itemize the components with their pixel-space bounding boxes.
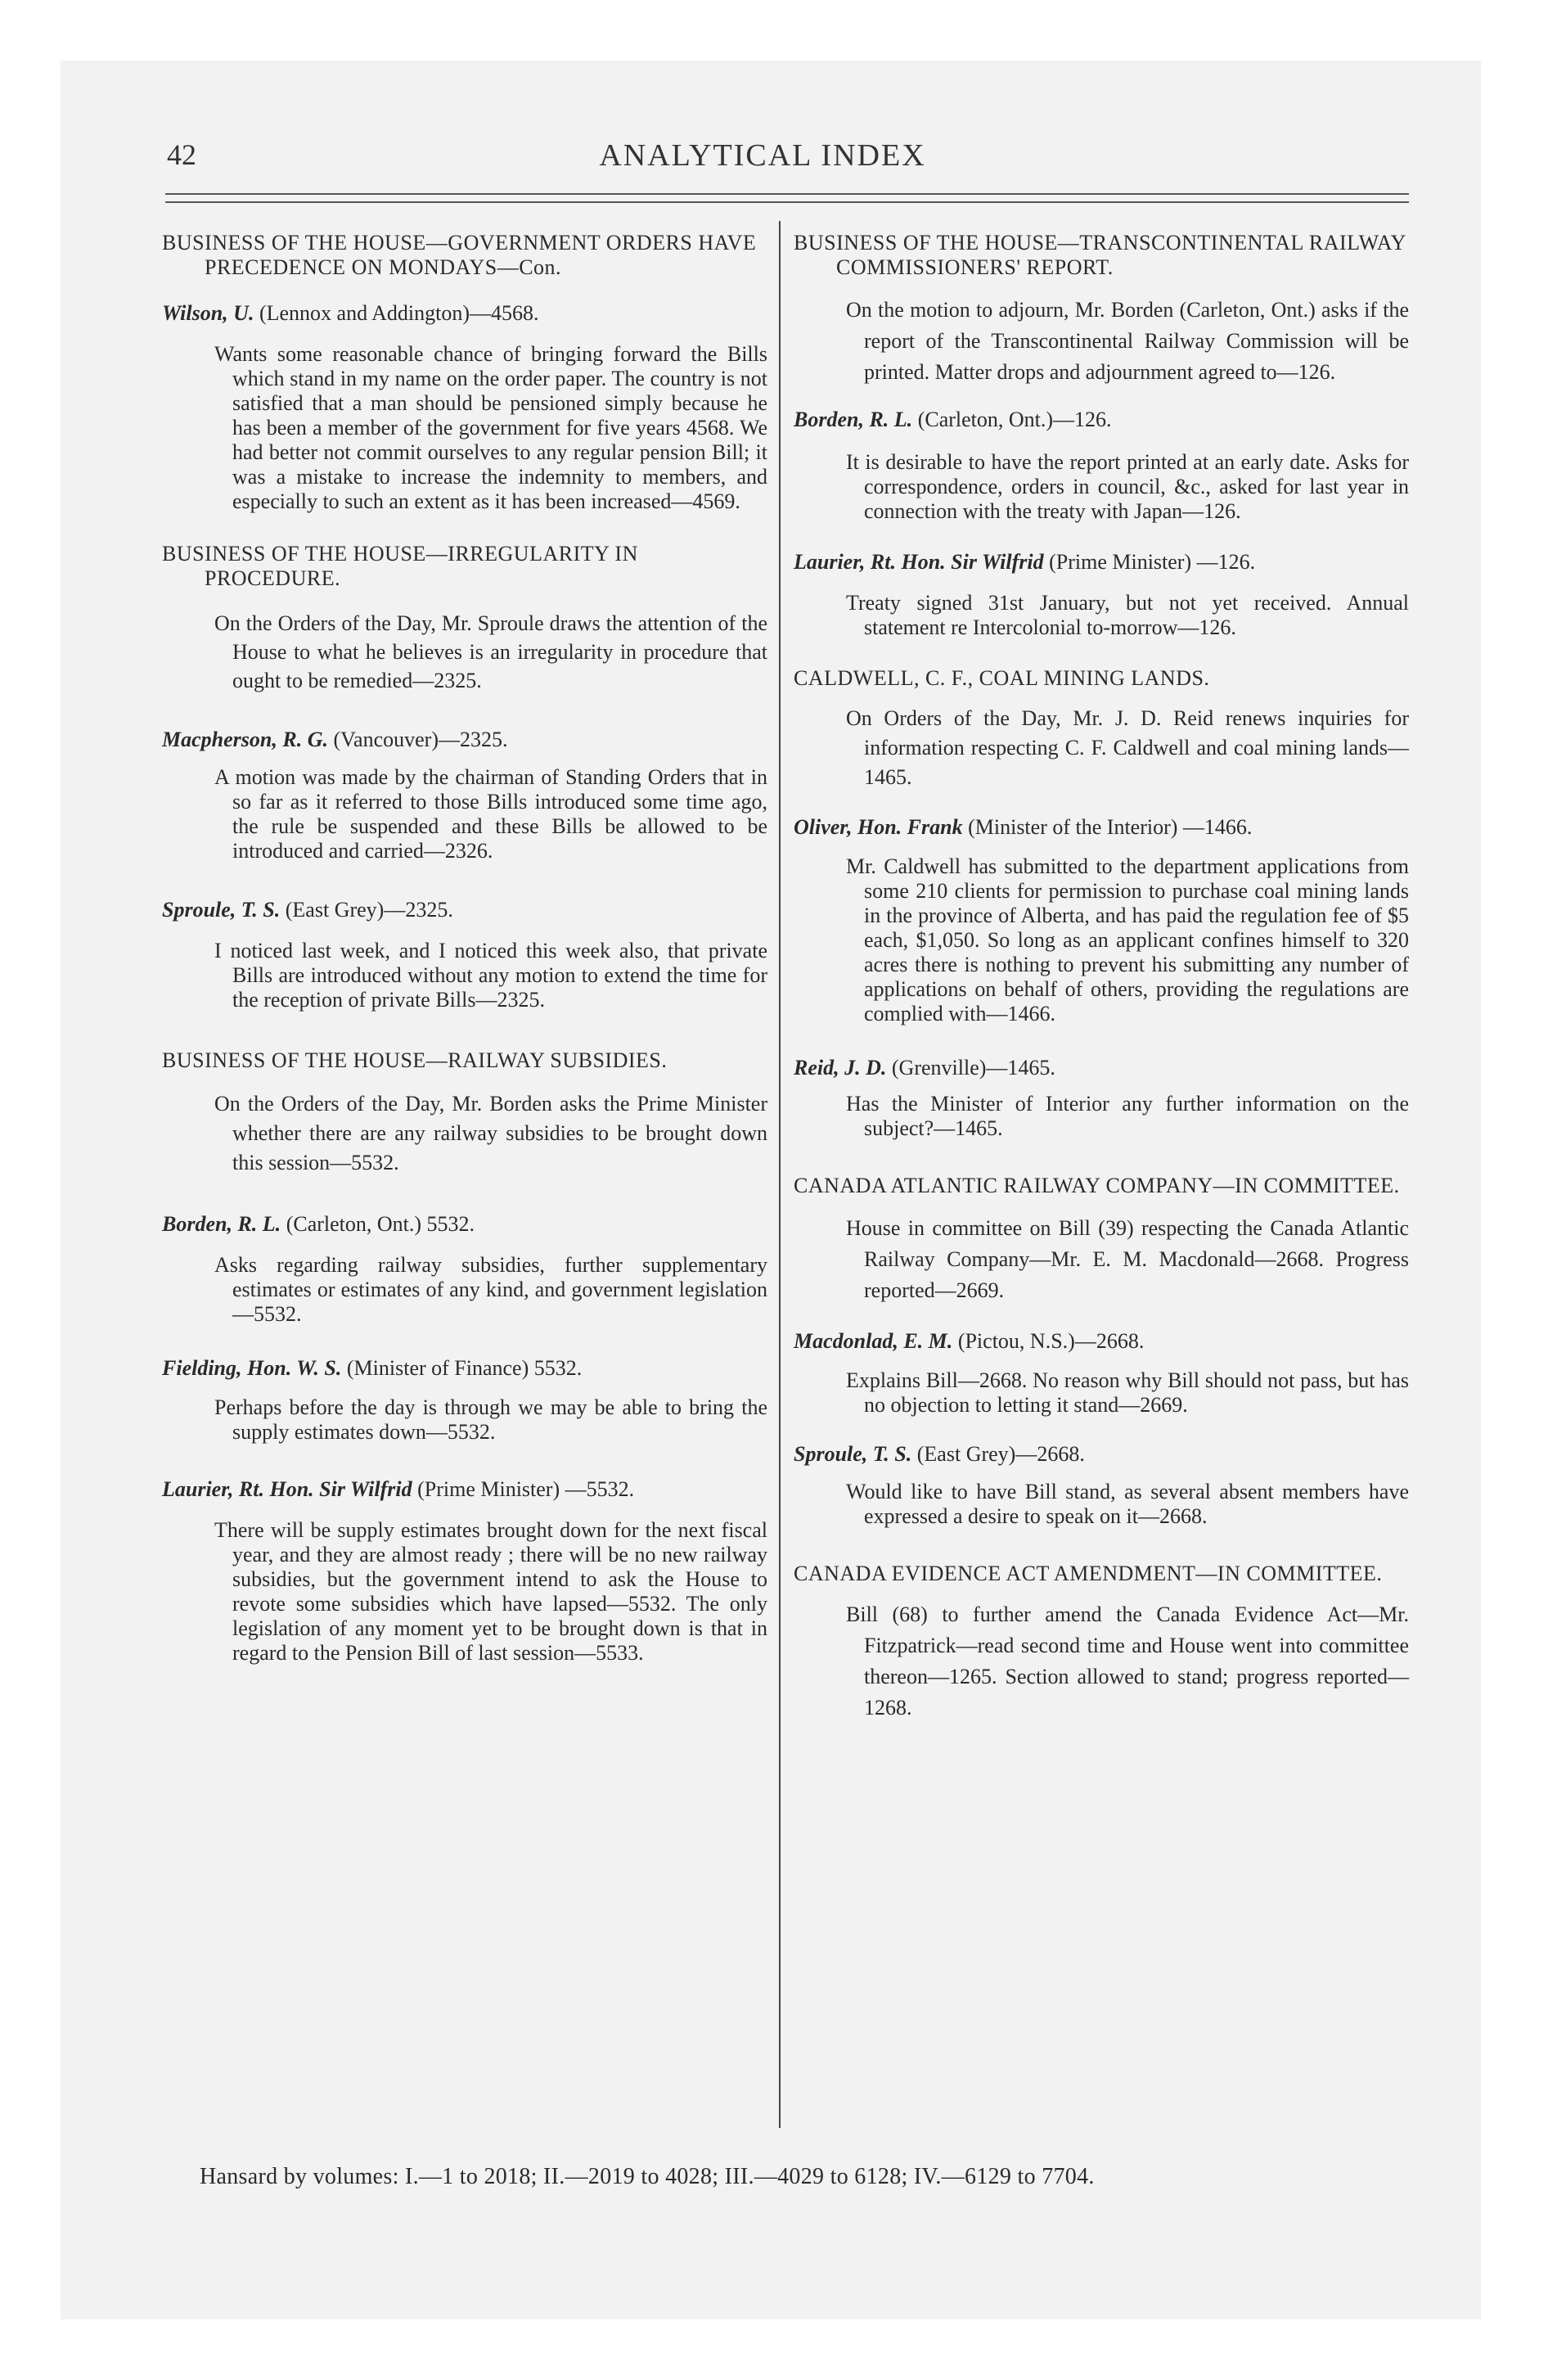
- page-header: [108, 137, 1417, 178]
- speaker-name: Sproule, T. S.: [162, 898, 281, 922]
- section-heading: CANADA ATLANTIC RAILWAY COMPANY—IN COMMITTEE.: [794, 1174, 1400, 1197]
- speaker-name: Borden, R. L.: [794, 408, 913, 431]
- speaker-ref: (Vancouver)—2325.: [327, 728, 508, 751]
- entry-text: House in committee on Bill (39) respecting the Canada Atlantic Railway Company—Mr. E. M. Macdonald—2668. Progress reported—2669.: [846, 1216, 1409, 1302]
- entry-text: There will be supply estimates brought down for the next fiscal year, and they are almost ready ; there will be no new railway subsidies, but the government intend to ask the House to revote some subsidies which have lapsed—5532. The only legislation of any moment yet to be brought down is that in regard to the Pension Bill of last session—5533.: [214, 1518, 767, 1665]
- entry-text: Bill (68) to further amend the Canada Evidence Act—Mr. Fitzpatrick—read second time and House went into committee thereon—1265. Section allowed to stand; progress reported—1268.: [846, 1602, 1409, 1720]
- speaker-ref: (East Grey)—2325.: [280, 898, 453, 922]
- entry-text: Has the Minister of Interior any further information on the subject?—1465.: [846, 1092, 1409, 1140]
- speaker-ref: (East Grey)—2668.: [911, 1442, 1085, 1466]
- speaker-entry: [794, 1329, 1409, 1354]
- page-footer: Hansard by volumes: I.—1 to 2018; II.—2019 to 4028; III.—4029 to 6128; IV.—6129 to 7704.: [200, 2164, 1095, 2189]
- speaker-name: Laurier, Rt. Hon. Sir Wilfrid: [794, 550, 1044, 574]
- speaker-name: Borden, R. L.: [162, 1212, 281, 1236]
- speaker-ref: (Minister of Finance) 5532.: [341, 1356, 583, 1380]
- section-heading: BUSINESS OF THE HOUSE—TRANSCONTINENTAL RAILWAY COMMISSIONERS' REPORT.: [794, 231, 1406, 279]
- speaker-ref: (Minister of the Interior) —1466.: [962, 815, 1253, 839]
- entry-text: Wants some reasonable chance of bringing forward the Bills which stand in my name on the order paper. The country is not satisfied that a man should be pensioned simply because he has been a member of the government for five years 4568. We had better not commit ourselves to any regular pension Bill; it was a mistake to increase the indemnity to members, and especially to such an extent as it has been increased—4569.: [214, 342, 767, 513]
- speaker-entry: [794, 550, 1409, 575]
- speaker-name: Reid, J. D.: [794, 1056, 887, 1080]
- entry-text: Treaty signed 31st January, but not yet received. Annual statement re Intercolonial to-morrow—126.: [846, 591, 1409, 639]
- speaker-entry: [794, 815, 1409, 840]
- speaker-ref: (Lennox and Addington)—4568.: [254, 301, 539, 325]
- speaker-name: Macdonlad, E. M.: [794, 1329, 953, 1353]
- speaker-entry: [162, 1212, 767, 1237]
- header-rule-top: [165, 193, 1409, 195]
- page-number: 42: [167, 138, 196, 171]
- left-column: [162, 231, 767, 1666]
- speaker-entry: [162, 301, 767, 326]
- speaker-ref: (Carleton, Ont.) 5532.: [281, 1212, 475, 1236]
- entry-text: Mr. Caldwell has submitted to the department applications from some 210 clients for permission to purchase coal mining lands in the province of Alberta, and has paid the regulation fee of $5 each, $1,050. So long as an applicant confines himself to 320 acres there is nothing to prevent his submitting any number of applications on behalf of others, providing the regulations are complied with—1466.: [846, 854, 1409, 1025]
- header-rule-bottom: [165, 201, 1409, 203]
- section-heading: BUSINESS OF THE HOUSE—GOVERNMENT ORDERS HAVE PRECEDENCE ON MONDAYS—Con.: [162, 231, 757, 279]
- speaker-entry: [794, 408, 1409, 432]
- speaker-ref: (Pictou, N.S.)—2668.: [952, 1329, 1145, 1353]
- speaker-name: Sproule, T. S.: [794, 1442, 912, 1466]
- entry-text: Would like to have Bill stand, as several absent members have expressed a desire to speak on it—2668.: [846, 1480, 1409, 1528]
- entry-text: Asks regarding railway subsidies, further supplementary estimates or estimates of any kind, and government legislation—5532.: [214, 1253, 767, 1326]
- column-divider: [779, 221, 781, 2128]
- right-column: [794, 231, 1409, 1724]
- entry-text: On the motion to adjourn, Mr. Borden (Carleton, Ont.) asks if the report of the Transcontinental Railway Commission will be printed. Matter drops and adjournment agreed to—126.: [846, 298, 1409, 384]
- speaker-entry: [794, 1442, 1409, 1467]
- speaker-ref: (Prime Minister) —126.: [1043, 550, 1256, 574]
- entry-text: On Orders of the Day, Mr. J. D. Reid renews inquiries for information respecting C. F. Caldwell and coal mining lands—1465.: [846, 706, 1409, 789]
- entry-text: A motion was made by the chairman of Standing Orders that in so far as it referred to those Bills introduced some time ago, the rule be suspended and these Bills be allowed to be introduced and carried—2326.: [214, 765, 767, 863]
- entry-text: I noticed last week, and I noticed this week also, that private Bills are introduced without any motion to extend the time for the reception of private Bills—2325.: [214, 939, 767, 1012]
- speaker-ref: (Prime Minister) —5532.: [412, 1477, 635, 1501]
- speaker-name: Oliver, Hon. Frank: [794, 815, 963, 839]
- section-heading: BUSINESS OF THE HOUSE—IRREGULARITY IN PROCEDURE.: [162, 542, 638, 590]
- speaker-entry: [162, 728, 767, 752]
- speaker-name: Laurier, Rt. Hon. Sir Wilfrid: [162, 1477, 412, 1501]
- speaker-entry: [162, 1477, 767, 1502]
- speaker-name: Fielding, Hon. W. S.: [162, 1356, 342, 1380]
- entry-text: On the Orders of the Day, Mr. Borden asks the Prime Minister whether there are any railway subsidies to be brought down this session—5532.: [214, 1092, 767, 1174]
- speaker-name: Wilson, U.: [162, 301, 254, 325]
- entry-text: On the Orders of the Day, Mr. Sproule draws the attention of the House to what he believes is an irregularity in procedure that ought to be remedied—2325.: [214, 611, 767, 692]
- entry-text: It is desirable to have the report printed at an early date. Asks for correspondence, orders in council, &c., asked for last year in connection with the treaty with Japan—126.: [846, 450, 1409, 523]
- speaker-entry: [162, 898, 767, 922]
- section-heading: BUSINESS OF THE HOUSE—RAILWAY SUBSIDIES.: [162, 1048, 668, 1072]
- speaker-ref: (Grenville)—1465.: [886, 1056, 1055, 1080]
- section-heading: CALDWELL, C. F., COAL MINING LANDS.: [794, 666, 1210, 690]
- page-title: ANALYTICAL INDEX: [599, 138, 926, 173]
- speaker-name: Macpherson, R. G.: [162, 728, 328, 751]
- entry-text: Perhaps before the day is through we may be able to bring the supply estimates down—5532.: [214, 1395, 767, 1444]
- speaker-entry: [794, 1056, 1409, 1080]
- entry-text: Explains Bill—2668. No reason why Bill should not pass, but has no objection to letting it stand—2669.: [846, 1368, 1409, 1417]
- section-heading: CANADA EVIDENCE ACT AMENDMENT—IN COMMITTEE.: [794, 1562, 1383, 1585]
- speaker-ref: (Carleton, Ont.)—126.: [912, 408, 1112, 431]
- speaker-entry: [162, 1356, 767, 1381]
